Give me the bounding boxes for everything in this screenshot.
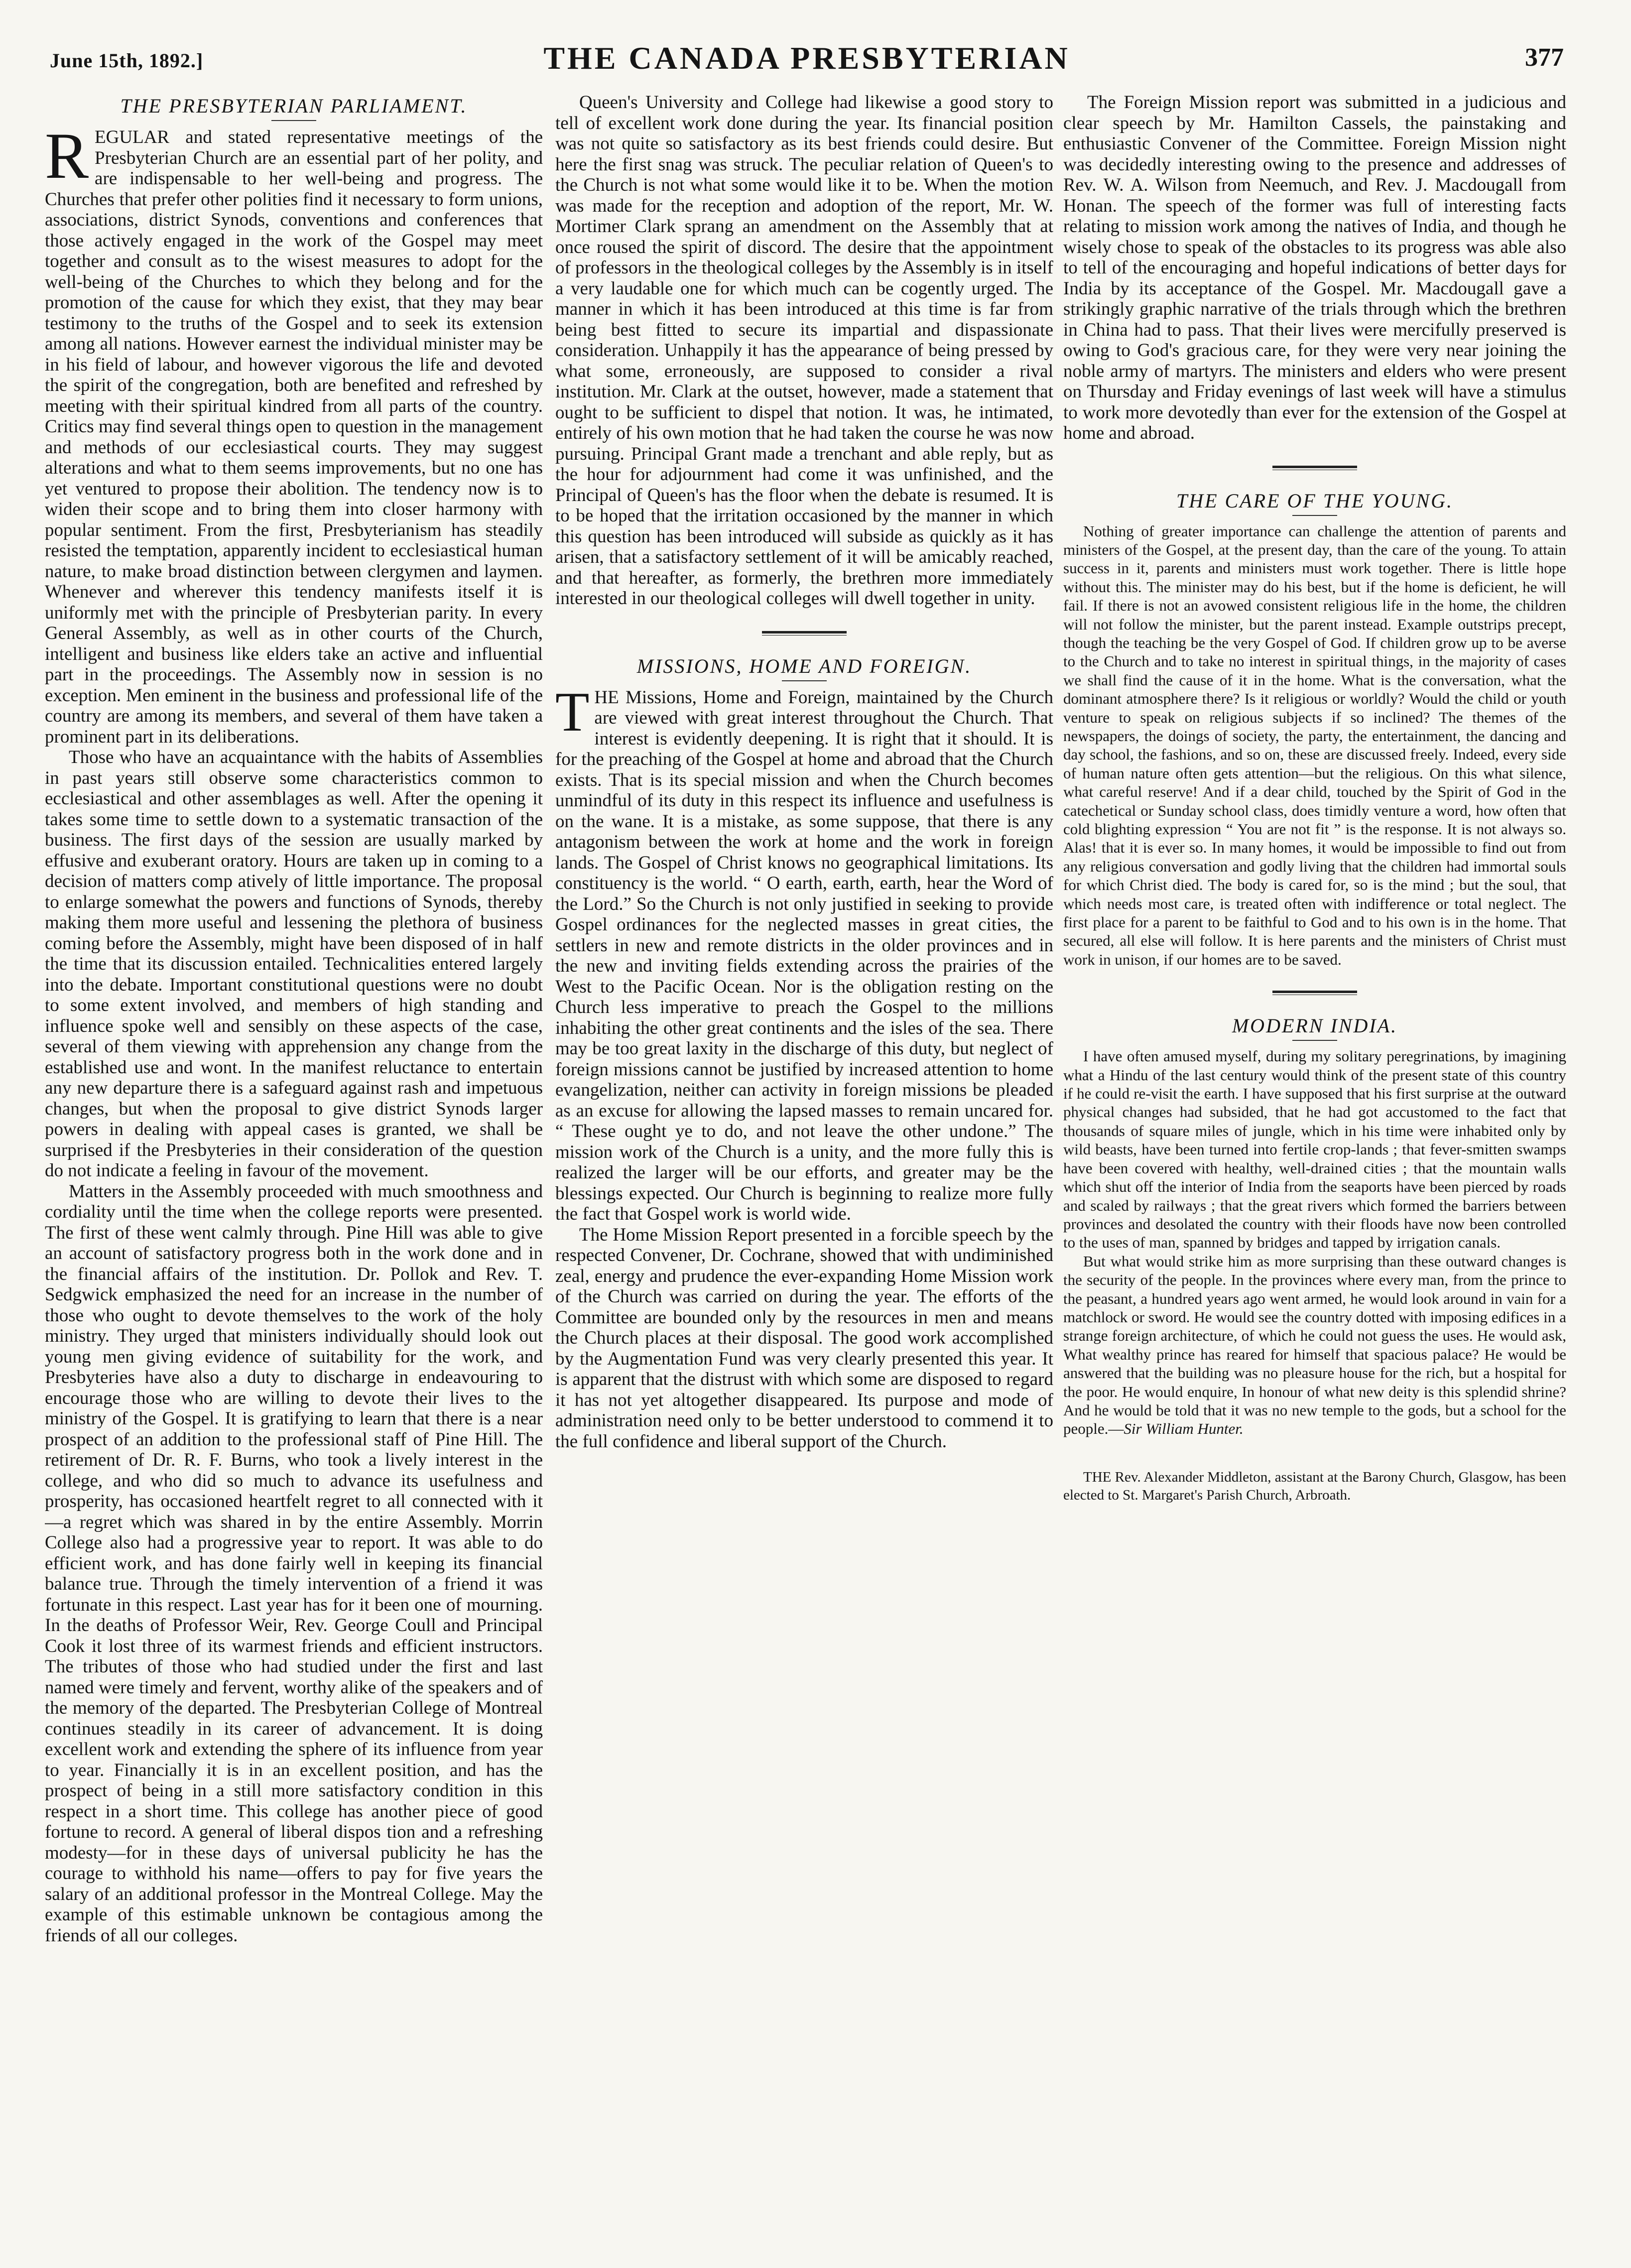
article-paragraph: The Foreign Mission report was submitted in a judicious and clear speech by Mr. Hamilton Cassels, the painstaking and enthusiastic Convener of the Committee. Foreign Mission night was decidedly interesting owing to the presence and addresses of Rev. W. A. Wilson from Neemuch, and Rev. J. Macdougall from Honan. The speech of the former was full of interesting facts relating to mission work among the natives of India, and though he wisely chose to speak of the obstacles to its progress was able also to tell of the encouraging and hopeful indications of better days for India by its acceptance of the Gospel. Mr. Macdougall gave a strikingly graphic narrative of the trials through which the brethren in China had to pass. That their lives were mercifully preserved is owing to God's gracious care, for they were very near joining the noble army of martyrs. The ministers and elders who were present on Thursday and Friday evenings of last week will have a stimulus to work more devotedly than ever for the extension of the Gospel at home and abroad. <box>1063 92 1566 443</box>
small-type-article <box>1063 1047 1566 1438</box>
article-paragraph: Matters in the Assembly proceeded with much smoothness and cordiality until the time when the college reports were presented. The first of these went calmly through. Pine Hill was able to give an account of satisfactory progress both in the work done and in the financial affairs of the institution. Dr. Pollok and Rev. T. Sedgwick emphasized the need for an increase in the number of those who ought to devote themselves to the work of the holy ministry. They urged that ministers individually should look out young men giving evidence of suitability for the work, and Presbyteries have also a duty to discharge in endeavouring to encourage those who are willing to devote their lives to the ministry of the Gospel. It is gratifying to learn that there is a near prospect of an addition to the professional staff of Pine Hill. The retirement of Dr. R. F. Burns, who took a lively interest in the college, and who did so much to advance its usefulness and prosperity, has occasioned heartfelt regret to all connected with it—a regret which was shared in by the entire Assembly. Morrin College also had a progressive year to report. It was able to do efficient work, and has done fairly well in keeping its financial balance true. Through the timely intervention of a friend it was fortunate in this respect. Last year has for it been one of mourning. In the deaths of Professor Weir, Rev. George Coull and Principal Cook it lost three of its warmest friends and efficient instructors. The tributes of those who had studied under the first and last named were timely and fervent, worthy alike of the speakers and of the memory of the departed. The Presbyterian College of Montreal continues steadily in its career of advancement. It is doing excellent work and extending the sphere of its influence from year to year. Financially it is in an excellent position, and has the prospect of being in a still more satisfactory condition in this respect in a short time. This college has another piece of good fortune to record. A general of liberal dispos tion and a refreshing modesty—for in these days of universal publicity he has the courage to withhold his name—offers to pay for five years the salary of an additional professor in the Montreal College. May the example of this estimable unknown be contagious among the friends of all our colleges. <box>45 1181 543 1946</box>
masthead-title: THE CANADA PRESBYTERIAN <box>543 40 1070 76</box>
title-rule <box>271 120 316 121</box>
article-paragraph: The Home Mission Report presented in a forcible speech by the respected Convener, Dr. Cochrane, showed that with undiminished zeal, energy and prudence the ever-expanding Home Mission work of the Church was carried on during the year. The efforts of the Committee are bounded only by the resources in men and means the Church places at their disposal. The good work accomplished by the Augmentation Fund was very clearly presented this year. It is apparent that the distrust with which some are disposed to regard it has not yet altogether disappeared. Its purpose and mode of administration need only to be better understood to commend it to the full confidence and liberal support of the Church. <box>555 1224 1053 1452</box>
article-paragraph <box>1063 1252 1566 1438</box>
page-number: 377 <box>1525 43 1564 72</box>
title-rule <box>1292 515 1337 516</box>
article-title-missions: MISSIONS, HOME AND FOREIGN. <box>636 654 972 677</box>
paragraph-text: EGULAR and stated representative meetings of the Presbyterian Church are an essential part of her polity, and are indispensable to her well-being and progress. The Churches that prefer other polities find it necessary to form unions, associations, district Synods, conventions and conferences that those actively engaged in the work of the Gospel may meet together and consult as to the wisest measures to adopt for the well-being of the Churches to which they belong and for the promotion of the cause for which they exist, that they may bear testimony to the truths of the Gospel and to seek its extension among all nations. However earnest the individual minister may be in his field of labour, and however vigorous the life and devoted the spirit of the congregation, both are benefited and refreshed by meeting with their spiritual kindred from all parts of the country. Critics may find several things open to question in the management and methods of our ecclesiastical courts. They may suggest alterations and what to them seems improvements, but no one has yet ventured to propose their abolition. The tendency now is to widen their scope and to bring them into closer harmony with popular sentiment. From the first, Presbyterianism has steadily resisted the temptation, apparently incident to ecclesiastical human nature, to make broad distinction between clergymen and laymen. Whenever and wherever this tendency manifests itself it is uniformly met with the principle of Presbyterian parity. In every General Assembly, as well as in other courts of the Church, intelligent and business like elders take an active and influential part in the proceedings. The Assembly now in session is no exception. Men eminent in the business and professional life of the country are among its members, and several of them have taken a prominent part in its deliberations. <box>45 127 543 747</box>
column-1 <box>45 92 543 2249</box>
article-paragraph: Those who have an acquaintance with the habits of Assemblies in past years still observe some characteristics common to ecclesiastical and other assemblages as well. After the opening it takes some time to settle down to a systematic transaction of the business. The first days of the session are usually marked by effusive and exuberant oratory. Hours are taken up in coming to a decision of matters comp atively of little importance. The proposal to enlarge somewhat the powers and functions of Synods, thereby making them more useful and lessening the plethora of business coming before the Assembly, might have been disposed of in half the time that its discussion entailed. Technicalities entered largely into the debate. Important constitutional questions were no doubt to some extent involved, and members of high standing and influence spoke well and sensibly on these aspects of the case, several of them viewing with apprehension any change from the established use and wont. In the manifest reluctance to entertain any new departure there is a safeguard against rash and impetuous changes, but when the proposal to give district Synods larger powers in dealing with appeal cases is granted, we shall be surprised if the Presbyteries in their consideration of the question do not indicate a feeling in favour of the movement. <box>45 747 543 1181</box>
column-2 <box>555 92 1053 2249</box>
column-3 <box>1063 92 1566 2249</box>
author-attribution: Sir William Hunter. <box>1124 1420 1244 1438</box>
paragraph-text: HE Missions, Home and Foreign, maintained by the Church are viewed with great interest throughout the Church. That interest is evidently deepening. It is right that it should. It is for the preaching of the Gospel at home and abroad that the Church exists. That is its special mission and when the Church becomes unmindful of its duty in this respect its influence and usefulness is on the wane. It is a mistake, as some suppose, that there is any antagonism between the work at home and the work in foreign lands. The Gospel of Christ knows no geographical limitations. Its constituency is the world. “ O earth, earth, earth, hear the Word of the Lord.” So the Church is not only justified in seeking to provide Gospel ordinances for the neglected masses in great cities, the settlers in new and remote districts in the older provinces and in the new and inviting fields extending across the prairies of the West to the Pacific Ocean. Nor is the obligation resting on the Church less imperative to preach the Gospel to the millions inhabiting the other great continents and the isles of the sea. There may be too great laxity in the discharge of this duty, but neglect of foreign missions cannot be justified by increased attention to home evangelization, neither can activity in foreign missions be pleaded as an excuse for allowing the lapsed masses to remain uncared for. “ These ought ye to do, and not leave the other undone.” The mission work of the Church is a unity, and the more fully this is realized the larger will be our efforts, and greater may be the blessings expected. Our Church is beginning to realize more fully the fact that Gospel work is world wide. <box>555 687 1053 1224</box>
article-paragraph <box>45 119 543 747</box>
issue-date: June 15th, 1892.] <box>50 49 204 72</box>
news-note <box>1063 1468 1566 1504</box>
paragraph-text: But what would strike him as more surprising than these outward changes is the security of the people. In the provinces where every man, from the prince to the peasant, a hundred years ago went armed, he would look around in vain for a matchlock or sword. He would see the country dotted with imposing edifices in a strange foreign architecture, of which he could not guess the uses. He would ask, What wealthy prince has reared for himself that spacious palace? He would be answered that the building was no pleasure house for the rich, but a hospital for the poor. He would enquire, In honour of what new deity is this splendid shrine? And he would be told that it was no new temple to the gods, but a school for the people.— <box>1063 1252 1566 1438</box>
article-paragraph: Queen's University and College had likewise a good story to tell of excellent work done during the year. Its financial position was not quite so satisfactory as its best friends could desire. But here the first snag was struck. The peculiar relation of Queen's to the Church is not what some would like it to be. When the motion was made for the reception and adoption of the report, Mr. W. Mortimer Clark sprang an amendment on the Assembly that at once roused the spirit of discord. The desire that the appointment of professors in the theological colleges by the Assembly is in itself a very laudable one for which much can be cogently urged. The manner in which it has been introduced at this time is far from being best fitted to secure its impartial and dispassionate consideration. Unhappily it has the appearance of being pressed by what some, erroneously, are supposed to consider a rival institution. Mr. Clark at the outset, however, made a statement that ought to be sufficient to dispel that notion. It was, he intimated, entirely of his own motion that he had taken the course he was now pursuing. Principal Grant made a trenchant and able reply, but as the hour for adjournment had come it was unfinished, and the Principal of Queen's has the floor when the debate is resumed. It is to be hoped that the irritation occasioned by the manner in which this question has been introduced will subside as quickly as it has arisen, that a satisfactory settlement of it will be amicably reached, and that hereafter, as formerly, the brethren more immediately interested in our theological colleges will dwell together in unity. <box>555 92 1053 609</box>
title-rule <box>782 680 827 681</box>
article-title-presbyterian-parliament: THE PRESBYTERIAN PARLIAMENT. <box>120 95 468 117</box>
small-type-article <box>1063 522 1566 969</box>
article-title-care-of-the-young: THE CARE OF THE YOUNG. <box>1176 489 1454 512</box>
page-header <box>50 35 1564 90</box>
article-paragraph: I have often amused myself, during my solitary peregrinations, by imagining what a Hindu of the last century would think of the present state of this country if he could re-visit the earth. I have supposed that his first surprise at the outward physical changes had subsided, that he had got accustomed to the fact that thousands of square miles of jungle, which in his time were inhabited only by wild beasts, have been turned into fertile crop-lands ; that fever-smitten swamps have been covered with healthy, well-drained cities ; that the mountain walls which shut off the interior of India from the seaports have been pierced by roads and scaled by railways ; that the great rivers which formed the barriers between provinces and desolated the country with their floods have now been controlled to the uses of man, spanned by bridges and tapped by irrigation canals. <box>1063 1047 1566 1252</box>
drop-cap: R <box>45 119 89 192</box>
drop-cap: T <box>555 681 590 743</box>
article-title-modern-india: MODERN INDIA. <box>1232 1014 1398 1037</box>
article-paragraph: Nothing of greater importance can challenge the attention of parents and ministers of the Gospel, at the present day, than the care of the young. To attain success in it, parents and ministers must work together. There is little hope without this. The minister may do his best, but if the home is deficient, he will fail. If there is not an avowed consistent religious life in the home, the children will not follow the minister, but the parent instead. Example outstrips precept, though the teaching be the very Gospel of God. If children grow up to be averse to the Church and to take no interest in spiritual things, in the majority of cases we shall find the cause of it in the home. What is the conversation, what the dominant atmosphere there? Is it religious or worldly? Would the child or youth venture to speak on religious subjects if so inclined? The themes of the newspapers, the doings of society, the party, the entertainment, the dancing and day school, the fashions, and so on, these are discussed freely. Indeed, every side of human nature often gets attention—but the religious. On this what silence, what careful reserve! And if a dear child, touched by the Spirit of God in the catechetical or Sunday school class, does timidly venture a word, how often that cold blighting expression “ You are not fit ” is the response. It is not always so. Alas! that it is ever so. In many homes, it would be impossible to find out from any religious conversation and godly living that the children had immortal souls for which Christ died. The body is cared for, so is the mind ; but the soul, that which needs most care, is treated often with indifference or total neglect. The first place for a parent to be faithful to God and to his own is in the home. That secured, all else will follow. It is here parents and the ministers of Christ must work in unison, if our homes are to be saved. <box>1063 522 1566 968</box>
section-separator <box>1272 991 1357 995</box>
note-text: THE Rev. Alexander Middleton, assistant at the Barony Church, Glasgow, has been elected to St. Margaret's Parish Church, Arbroath. <box>1063 1469 1566 1503</box>
article-paragraph <box>555 681 1053 1225</box>
title-rule <box>1292 1040 1337 1041</box>
section-separator <box>762 631 847 635</box>
section-separator <box>1272 466 1357 470</box>
